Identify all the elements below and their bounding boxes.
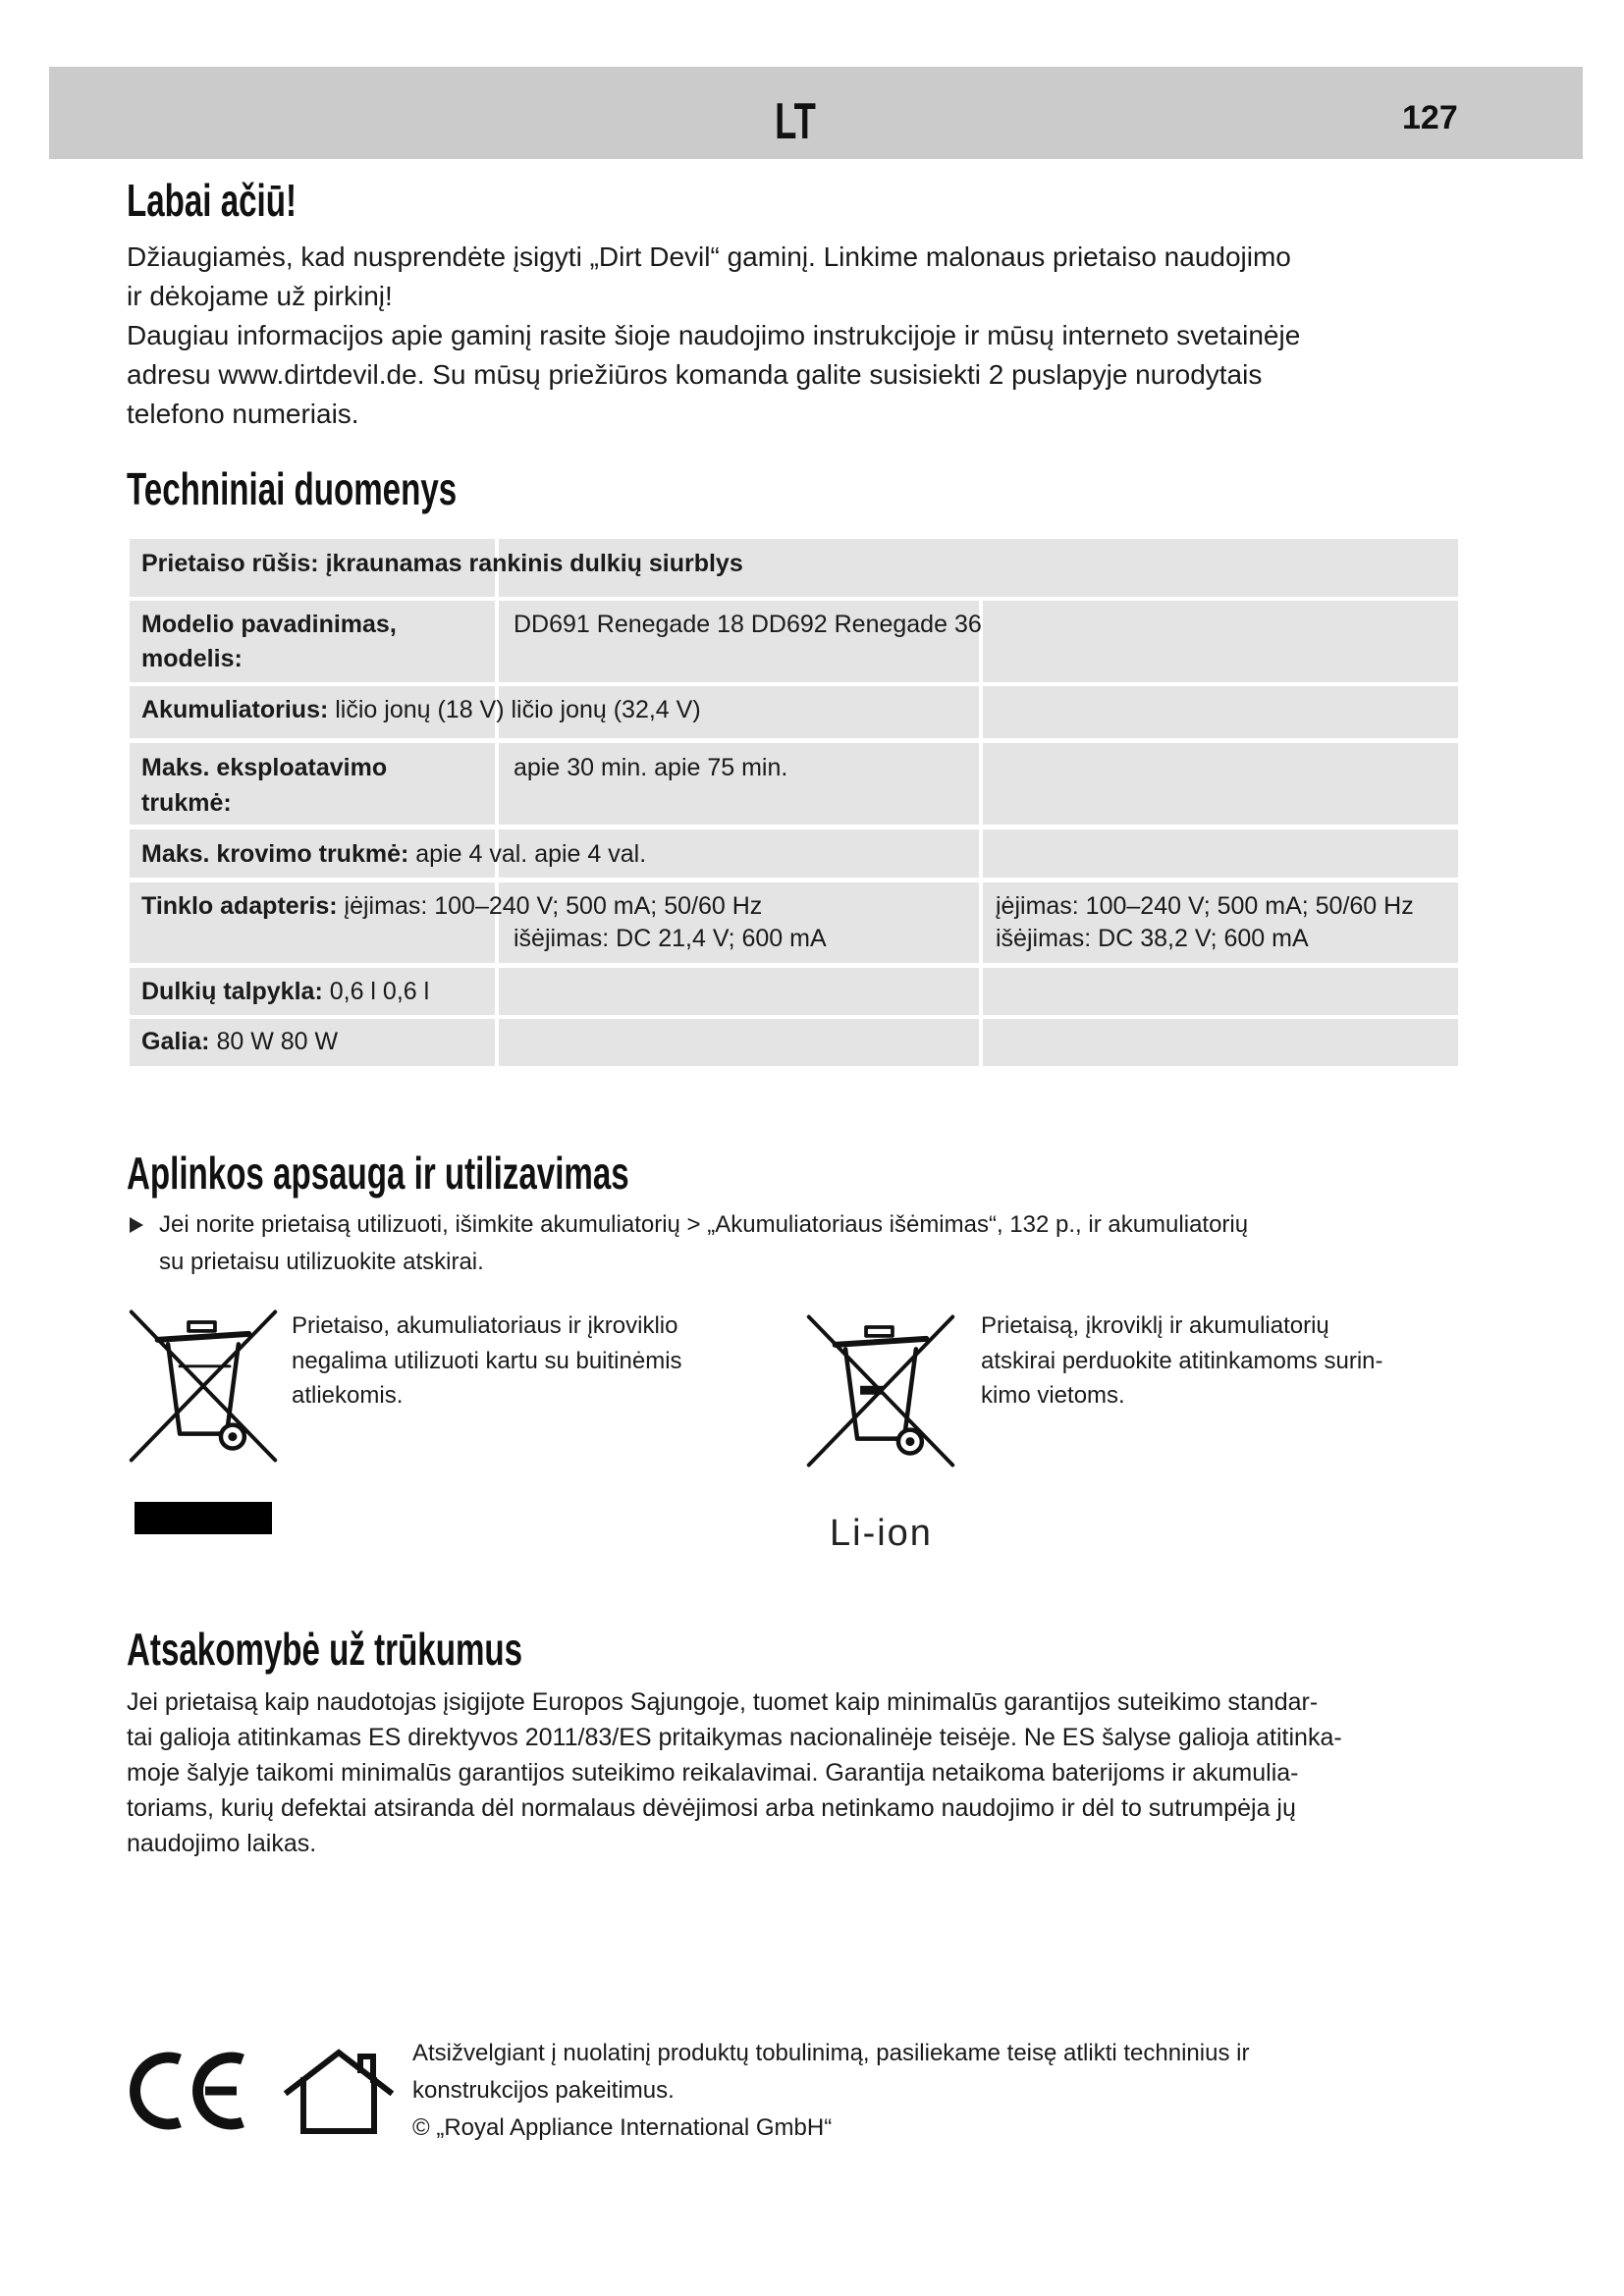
paragraph-line: moje šalyje taikomi minimalūs garantijos suteikimo reikalavimai. Garantija netaikoma baterijoms ir akumulia- [127, 1759, 1299, 1787]
spec-label-line: trukmė: [141, 789, 232, 817]
spec-line [141, 976, 429, 1007]
paragraph-line: su prietaisu utilizuokite atskirai. [159, 1249, 484, 1275]
spec-value: ličio jonų (18 V) ličio jonų (32,4 V) [335, 696, 701, 723]
spec-value-second-model [996, 890, 1414, 955]
spec-value: įėjimas: 100–240 V; 500 mA; 50/60 Hz [344, 892, 763, 920]
spec-row-power-adapter [130, 882, 1458, 963]
spec-label: Tinklo adapteris: [141, 892, 338, 920]
spec-label: Akumuliatorius: [141, 696, 329, 723]
crossed-out-wheeled-bin-icon [127, 1308, 280, 1465]
battery-type-label: Li-ion [830, 1513, 933, 1554]
bullet-arrow-icon [130, 1217, 143, 1233]
notice-line: atskirai perduokite atitinkamoms surin- [981, 1347, 1383, 1374]
spec-label-line: Maks. eksploatavimo [141, 754, 388, 781]
spec-label-line: Modelio pavadinimas, [141, 611, 397, 638]
thanks-paragraph [127, 238, 1300, 434]
paragraph-line: adresu www.dirtdevil.de. Su mūsų priežiūros komanda galite susisiekti 2 puslapyje nurodytais [127, 359, 1263, 390]
spec-label: Prietaiso rūšis: įkraunamas rankinis dulkių siurblys [141, 550, 743, 577]
spec-label: Galia: [141, 1028, 210, 1055]
notice-line: kimo vietoms. [981, 1382, 1125, 1409]
paragraph-line: toriams, kurių defektai atsiranda dėl normalaus dėvėjimosi arba netinkamo naudojimo ir dėl to sutrumpėja jų [127, 1794, 1296, 1822]
spec-value-line: įėjimas: 100–240 V; 500 mA; 50/60 Hz [996, 892, 1414, 920]
column-divider [979, 1019, 983, 1066]
spec-label-line: modelis: [141, 645, 243, 672]
spec-line [141, 1026, 338, 1057]
spec-row-runtime [130, 743, 1458, 825]
spec-value: 80 W 80 W [216, 1028, 339, 1055]
spec-value: apie 30 min. apie 75 min. [514, 754, 788, 781]
paragraph-line: tai galioja atitinkamas ES direktyvos 2011/83/ES pritaikymas nacionalinėje teisėje. Ne ES šalyse galioja atitinka- [127, 1724, 1342, 1751]
footer-line: Atsižvelgiant į nuolatinį produktų tobulinimą, pasiliekame teisę atlikti techninius ir [412, 2040, 1250, 2066]
page-number: 127 [1402, 99, 1458, 136]
liability-paragraph [127, 1684, 1342, 1861]
paragraph-line: Daugiau informacijos apie gaminį rasite šioje naudojimo instrukcijoje ir mūsų interneto svetainėje [127, 320, 1301, 350]
spec-row-device-type [130, 539, 1458, 597]
spec-value: 0,6 l 0,6 l [329, 978, 430, 1005]
spec-label [141, 608, 397, 676]
crossed-out-wheeled-bin-icon [804, 1312, 957, 1469]
column-divider [495, 1019, 499, 1066]
spec-row-power [130, 1019, 1458, 1066]
column-divider [979, 743, 983, 825]
paragraph-line: Džiaugiamės, kad nusprendėte įsigyti „Dirt Devil“ gaminį. Linkime malonaus prietaiso naudojimo [127, 241, 1291, 272]
paragraph-line: ir dėkojame už pirkinį! [127, 281, 393, 311]
notice-line: Prietaisą, įkroviklį ir akumuliatorių [981, 1312, 1329, 1339]
spec-value: apie 4 val. apie 4 val. [415, 840, 647, 868]
notice-line: Prietaiso, akumuliatoriaus ir įkroviklio [292, 1312, 678, 1339]
notice-line: atliekomis. [292, 1382, 404, 1409]
spec-row-dust-container [130, 968, 1458, 1015]
technical-data-heading: Techniniai duomenys [127, 463, 458, 514]
spec-row-model [130, 601, 1458, 682]
collection-point-notice [981, 1308, 1383, 1414]
column-divider [979, 686, 983, 738]
liability-heading: Atsakomybė už trūkumus [127, 1624, 523, 1675]
spec-label [141, 750, 387, 821]
language-code: LT [775, 93, 816, 150]
column-divider [495, 743, 499, 825]
spec-row-battery [130, 686, 1458, 738]
environment-heading: Aplinkos apsauga ir utilizavimas [127, 1148, 629, 1199]
spec-value-line: išėjimas: DC 38,2 V; 600 mA [996, 925, 1309, 952]
house-icon [280, 2047, 398, 2135]
column-divider [979, 968, 983, 1015]
paragraph-line: naudojimo laikas. [127, 1830, 317, 1857]
spec-line [141, 694, 701, 725]
column-divider [495, 601, 499, 682]
ce-mark-icon [127, 2050, 250, 2132]
spec-value: išėjimas: DC 21,4 V; 600 mA [514, 925, 827, 952]
copyright: © „Royal Appliance International GmbH“ [412, 2114, 833, 2141]
spec-label: Dulkių talpykla: [141, 978, 323, 1005]
black-bar-symbol [135, 1502, 272, 1534]
footer-line: konstrukcijos pakeitimus. [412, 2077, 675, 2104]
paragraph-line: telefono numeriais. [127, 399, 359, 429]
spec-label: Maks. krovimo trukmė: [141, 840, 409, 868]
thanks-heading: Labai ačiū! [127, 175, 298, 226]
spec-line [141, 838, 646, 870]
spec-line [141, 890, 762, 923]
column-divider [495, 968, 499, 1015]
disposal-instruction [159, 1206, 1248, 1281]
household-disposal-notice [292, 1308, 682, 1414]
column-divider [979, 829, 983, 878]
spec-value: DD691 Renegade 18 DD692 Renegade 36 [514, 611, 982, 638]
paragraph-line: Jei prietaisą kaip naudotojas įsigijote Europos Sąjungoje, tuomet kaip minimalūs garantijos suteikimo standar- [127, 1688, 1319, 1716]
column-divider [979, 882, 983, 963]
paragraph-line: Jei norite prietaisą utilizuoti, išimkite akumuliatorių > „Akumuliatoriaus išėmimas“, 132 p., ir akumuliatorių [159, 1211, 1249, 1238]
notice-line: negalima utilizuoti kartu su buitinėmis [292, 1347, 682, 1374]
spec-row-charging-time [130, 829, 1458, 878]
footer-notice [412, 2035, 1249, 2147]
